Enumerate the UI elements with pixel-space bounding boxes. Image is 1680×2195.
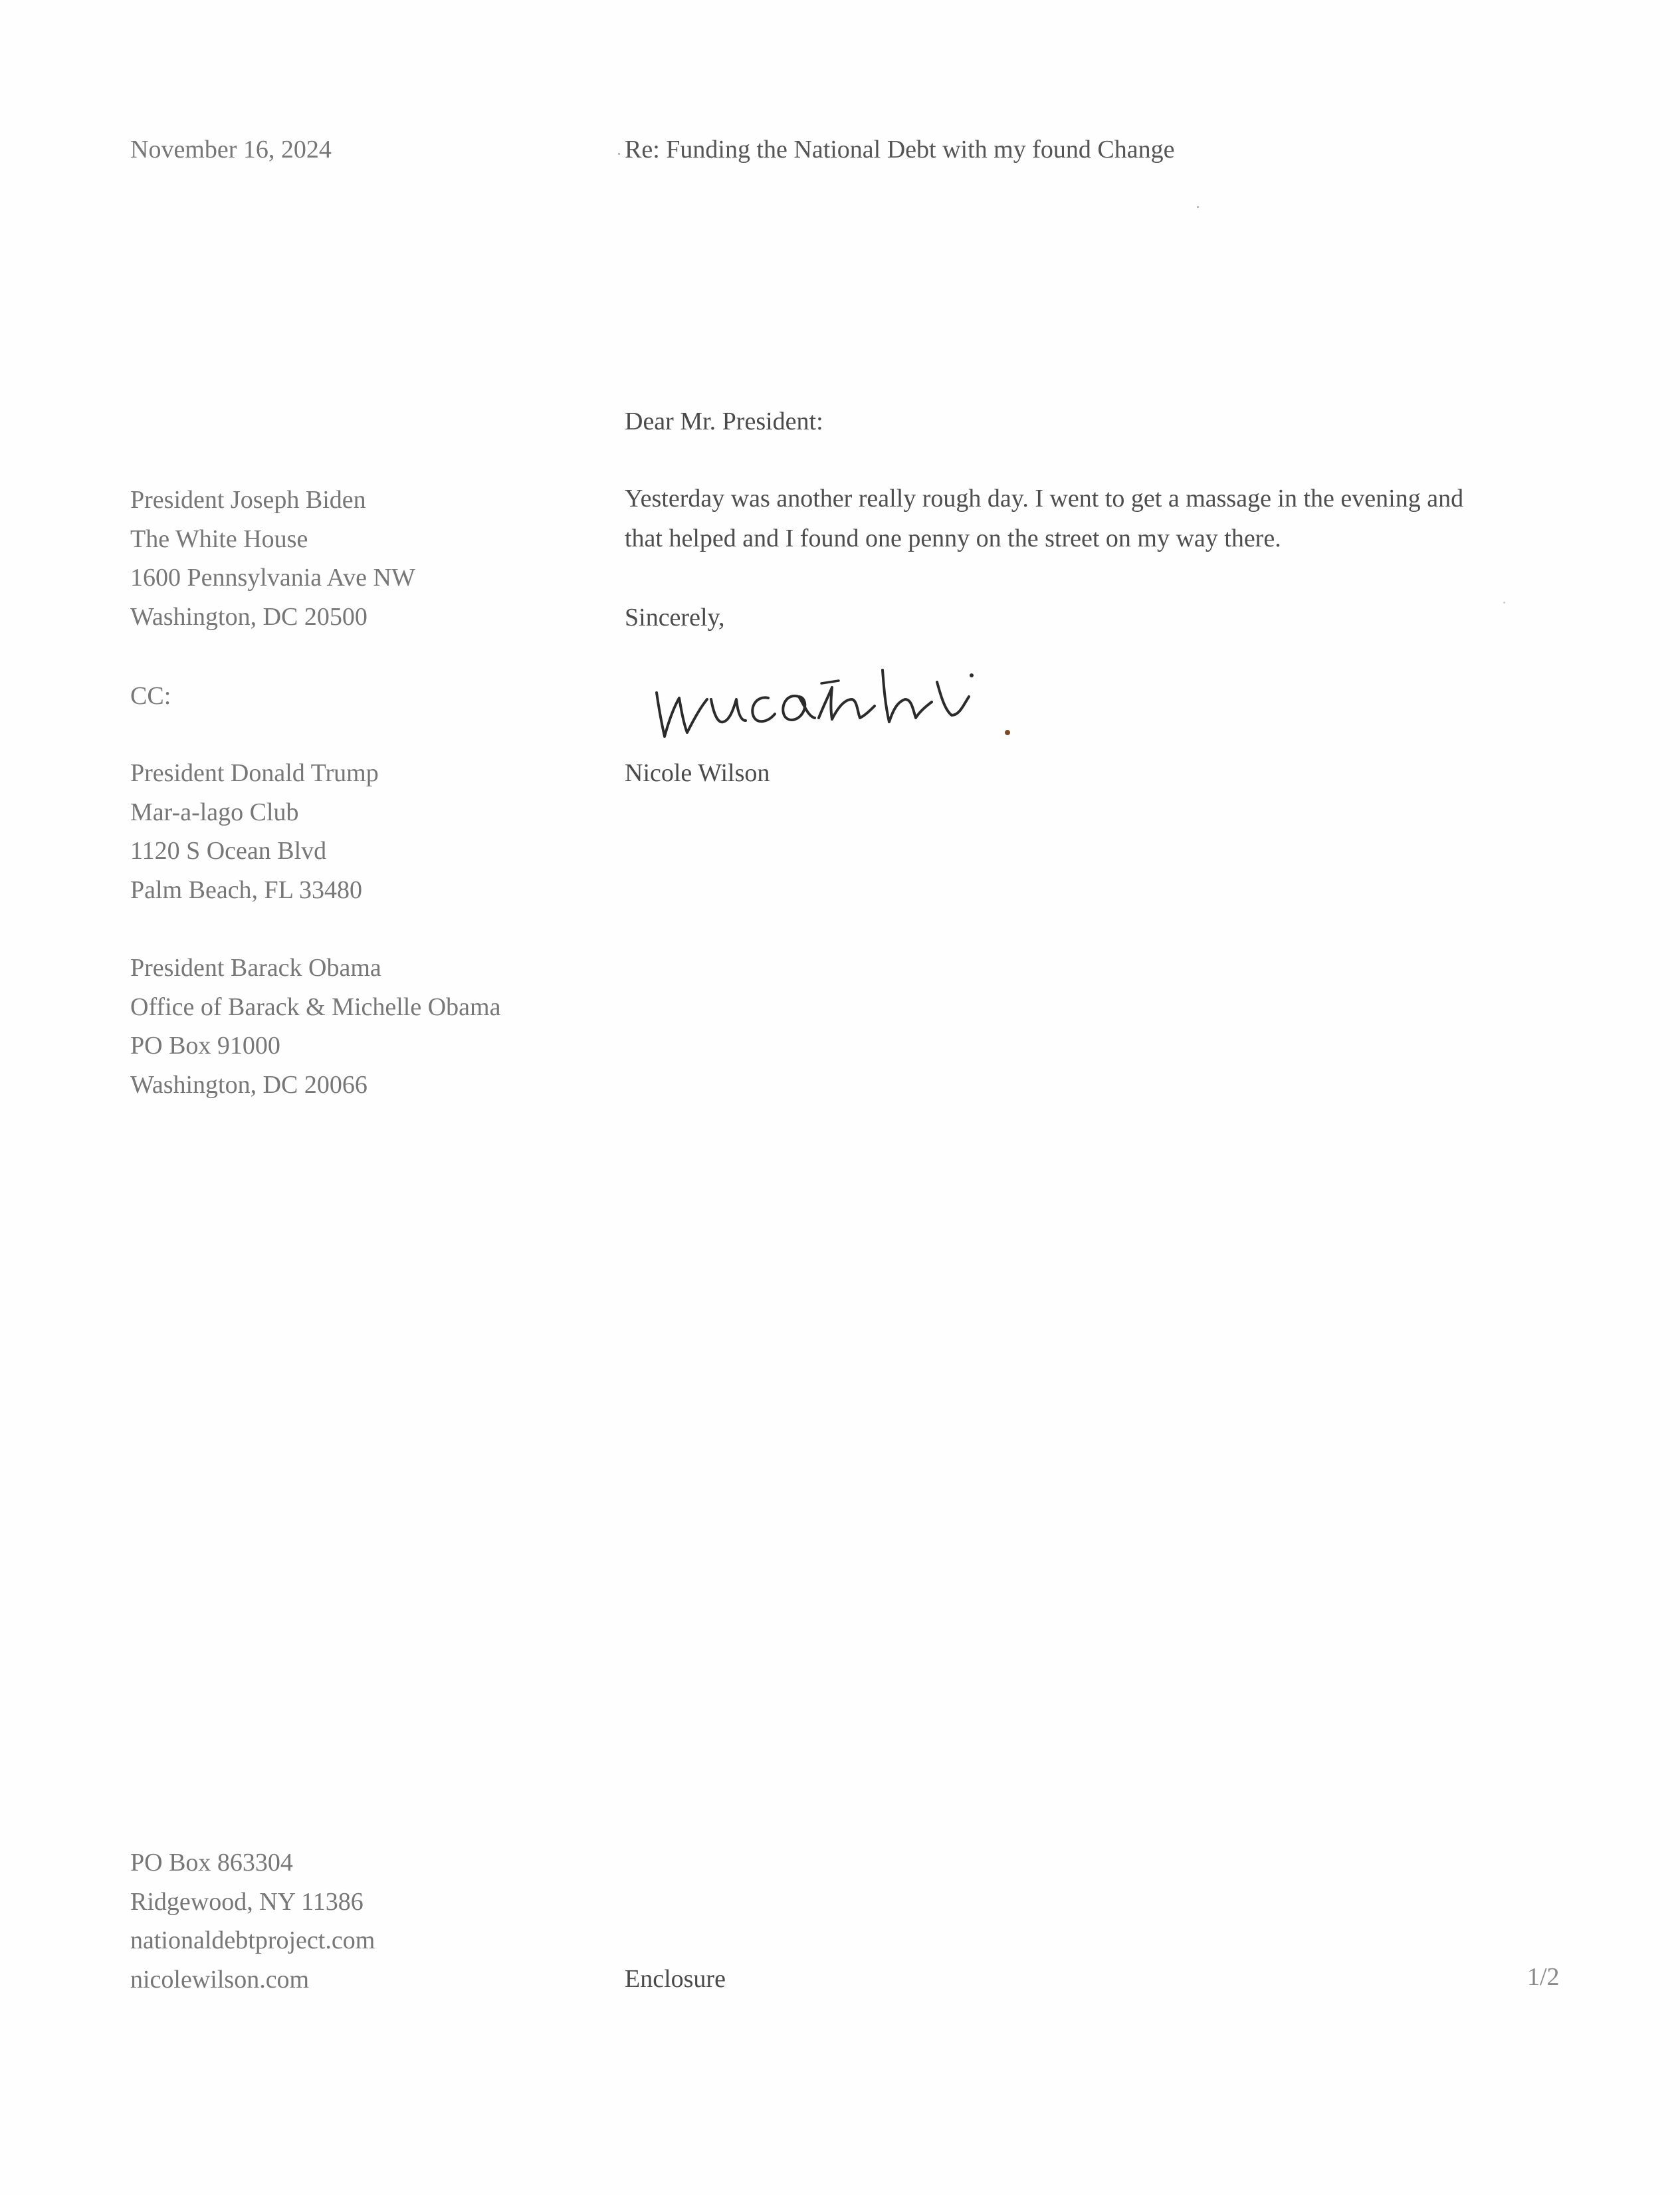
address-line: President Joseph Biden [130,486,366,514]
cc-address-2 [130,949,500,1104]
letter-date: November 16, 2024 [130,136,332,164]
sender-line: nationaldebtproject.com [130,1926,375,1954]
address-line: Mar-a-lago Club [130,798,299,826]
address-line: Office of Barack & Michelle Obama [130,992,501,1021]
cc-address-1 [130,754,379,909]
sender-line: nicolewilson.com [130,1965,310,1994]
letter-body [625,479,1555,558]
address-line: Washington, DC 20500 [130,602,368,631]
sender-line: PO Box 863304 [130,1849,293,1877]
body-line: Yesterday was another really rough day. I went to get a massage in the evening and [625,485,1464,513]
closing: Sincerely, [625,604,725,632]
address-line: 1120 S Ocean Blvd [130,837,327,865]
address-line: 1600 Pennsylvania Ave NW [130,564,415,592]
address-line: Palm Beach, FL 33480 [130,875,362,904]
page-number: 1/2 [1527,1963,1560,1991]
body-line: that helped and I found one penny on the street on my way there. [625,524,1281,552]
signature-name: Nicole Wilson [625,759,770,787]
enclosure-label: Enclosure [625,1965,726,1993]
salutation: Dear Mr. President: [625,407,823,435]
address-line: President Donald Trump [130,759,379,787]
address-line: President Barack Obama [130,954,381,982]
recipient-address [130,481,415,636]
address-line: PO Box 91000 [130,1032,280,1060]
handwritten-signature [645,658,1017,758]
address-line: Washington, DC 20066 [130,1070,368,1099]
address-line: The White House [130,524,308,553]
cc-label: CC: [130,682,171,710]
letter-subject: Re: Funding the National Debt with my found Change [625,136,1175,164]
scan-speck [1197,206,1199,208]
scan-speck [1503,602,1505,604]
scan-speck [618,153,620,155]
sender-address [130,1843,375,1999]
sender-line: Ridgewood, NY 11386 [130,1887,364,1916]
